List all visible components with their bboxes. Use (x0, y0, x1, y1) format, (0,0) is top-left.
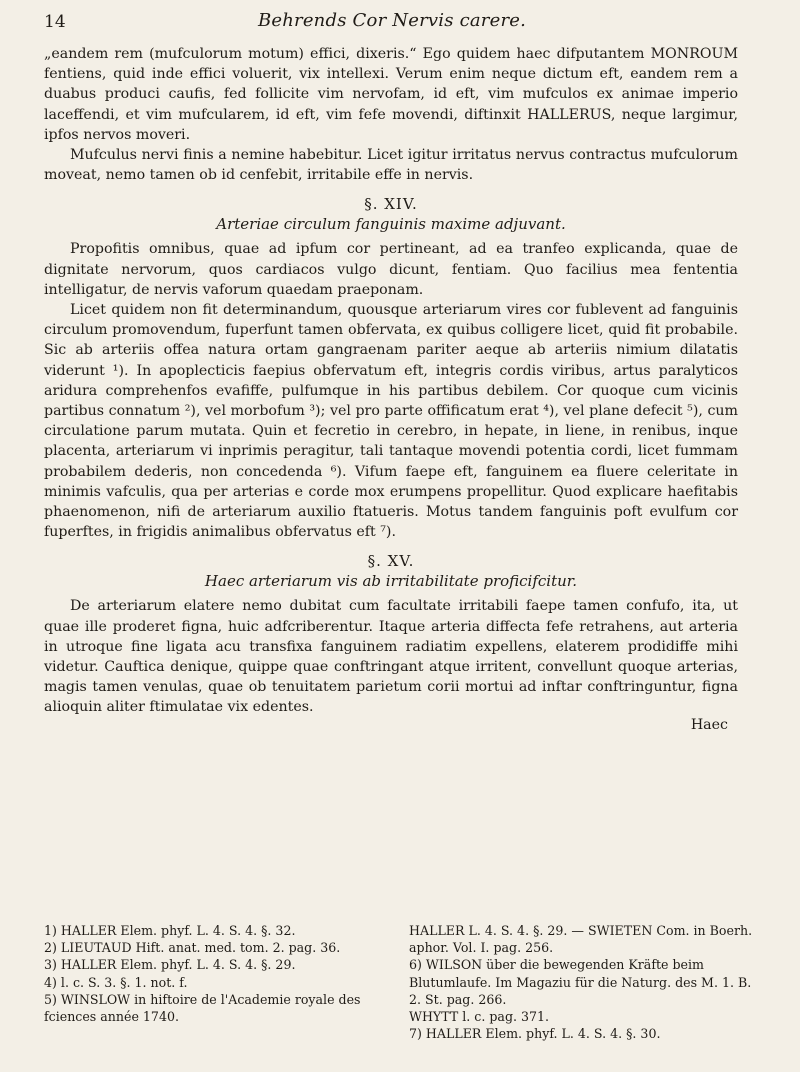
paragraph-4: Licet quidem non fit determinandum, quousque arteriarum vires cor fublevent ad fanguinis circulum promovendum, fuperfunt tamen obfervata, ex quibus colligere licet, quid fit probabile. Sic ab arteriis offea natura ortam gangraenam pariter aeque ab arteriis nimium dilatatis viderunt ¹). In apoplecticis faepius obfervatum eft, integris cordis viribus, artus paralyticos aridura comprehenfos evafiffe, pulfumque in his partibus debilem. Cor quoque cum vicinis partibus connatum ²), vel morbofum ³); vel pro parte offificatum erat ⁴), vel plane defecit ⁵), cum circulatione parum mutata. Quin et fecretio in cerebro, in hepate, in liene, in renibus, inque placenta, arteriarum vi inprimis peragitur, tali tantaque movendi potentia cordi, licet fummam probabilem dederis, non concedenda ⁶). Vifum faepe eft, fanguinem ea fluere celeritate in minimis vafculis, qua per arterias e corde mox erumpens propellitur. Quod explicare haefitabis phaenomenon, nifi de arteriarum auxilio ftatueris. Motus tandem fanguinis poft evulfum cor fuperftes, in frigidis animalibus obfervatus eft ⁷). (44, 302, 738, 541)
footnote: HALLER L. 4. S. 4. §. 29. — SWIETEN Com. in Boerh. aphor. Vol. I. pag. 256. (409, 923, 753, 956)
footnote: 6) WILSON über die bewegenden Kräfte beim Blutumlaufe. Im Magaziu für die Naturg. des M. 1. B. 2. St. pag. 266. (409, 957, 752, 1007)
footnote: 7) HALLER Elem. phyf. L. 4. S. 4. §. 30. (409, 1026, 661, 1042)
paragraph-5: De arteriarum elatere nemo dubitat cum facultate irritabili faepe tamen confufo, ita, ut quae ille proderet figna, huic adfcriberentur. Itaque arteria diffecta fefe retrahens, aut arteria in utroque fine ligata acu transfixa fanguinem radiatim expellens, elaterem prodidiffe mihi videtur. Cauftica denique, quippe quae conftringant atque irritent, convellunt quoque arterias, magis tamen venulas, quae ob tenuitatem parietum corii mortui ad inftar conftringuntur, figna alioquin aliter ftimulatae vix edentes. (44, 598, 738, 716)
page-number: 14 (44, 12, 66, 32)
catchword: Haec (690, 716, 728, 733)
footnote: WHYTT l. c. pag. 371. (409, 1009, 550, 1025)
section-14-number: §. XIV. (364, 195, 418, 214)
section-15-title: Haec arteriarum vis ab irritabilitate proficifcitur. (204, 572, 578, 591)
footnote: 2) LIEUTAUD Hift. anat. med. tom. 2. pag. 36. (44, 940, 341, 956)
paragraph-2: Mufculus nervi finis a nemine habebitur. Licet igitur irritatus nervus contractus mufculorum moveat, nemo tamen ob id cenfebit, irritabile effe in nervis. (44, 147, 738, 184)
footnotes-right-column (409, 922, 760, 1042)
footnotes (44, 922, 760, 1042)
paragraph-3: Propofitis omnibus, quae ad ipfum cor pertineant, ad ea tranfeo explicanda, quae de dignitate nervorum, quos cardiacos vulgo dicunt, fentiam. Quo facilius mea fententia intelligatur, de nervis vaforum quaedam praeponam. (44, 241, 738, 298)
running-title: Behrends Cor Nervis carere. (257, 10, 527, 31)
footnote: 1) HALLER Elem. phyf. L. 4. S. 4. §. 32. (44, 923, 296, 938)
footnote: 4) l. c. S. 3. §. 1. not. f. (44, 974, 188, 990)
footnote: 3) HALLER Elem. phyf. L. 4. S. 4. §. 29. (44, 957, 296, 973)
section-15-number: §. XV. (367, 552, 415, 571)
page-body (44, 44, 738, 734)
footnote: 5) WINSLOW in hiftoire de l'Academie royale des fciences année 1740. (44, 991, 361, 1025)
paragraph-1: „eandem rem (mufculorum motum) effici, dixeris.“ Ego quidem haec difputantem MONROUM fentiens, quid inde effici voluerit, vix intellexi. Verum enim neque dictum eft, eandem rem a duabus produci caufis, fed follicite vim nervofam, id eft, vim mufculos ex animae imperio laceffendi, et vim mufcularem, id eft, vim fefe movendi, diftinxit HALLERUS, neque largimur, ipfos nervos moveri. (44, 46, 738, 143)
footnotes-left-column (44, 922, 395, 1042)
section-14-title: Arteriae circulum fanguinis maxime adjuvant. (216, 215, 566, 234)
page-header (44, 10, 740, 36)
